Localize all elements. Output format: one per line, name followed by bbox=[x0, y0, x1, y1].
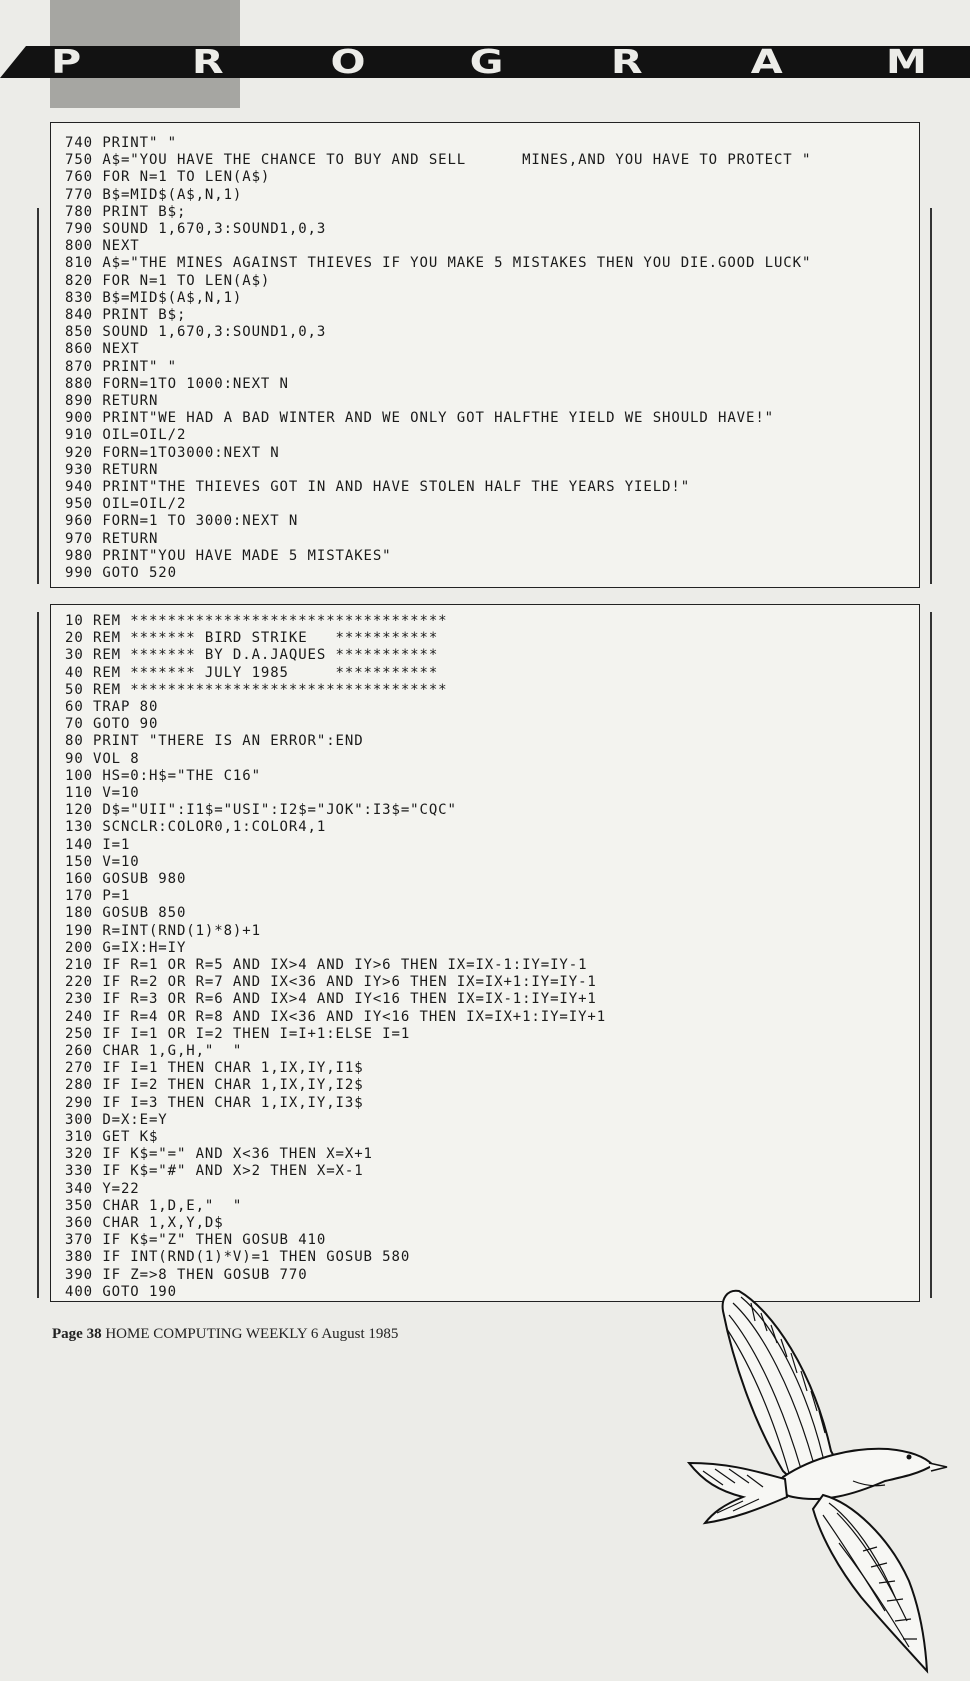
code-line: 320 IF K$="=" AND X<36 THEN X=X+1 bbox=[65, 1146, 373, 1163]
code-line: 250 IF I=1 OR I=2 THEN I=I+1:ELSE I=1 bbox=[65, 1025, 411, 1042]
code-line: 950 OIL=OIL/2 bbox=[65, 496, 187, 513]
code-line: 360 CHAR 1,X,Y,D$ bbox=[65, 1215, 224, 1231]
right-margin-rule bbox=[930, 208, 932, 584]
code-line: 300 D=X:E=Y bbox=[65, 1111, 168, 1128]
code-line: 390 IF Z=>8 THEN GOSUB 770 bbox=[65, 1266, 308, 1283]
code-line: 70 GOTO 90 bbox=[65, 716, 159, 733]
code-line: 370 IF K$="Z" THEN GOSUB 410 bbox=[65, 1232, 327, 1249]
code-line: 760 FOR N=1 TO LEN(A$) bbox=[65, 169, 271, 186]
code-line: 910 OIL=OIL/2 bbox=[65, 427, 187, 444]
code-line: 150 V=10 bbox=[65, 853, 140, 870]
seagull-illustration bbox=[663, 1251, 963, 1681]
code-line: 230 IF R=3 OR R=6 AND IX>4 AND IY<16 THEN IX=IX-1:IY=IY+1 bbox=[65, 991, 597, 1008]
code-line: 10 REM ********************************** bbox=[65, 613, 448, 629]
code-line: 170 P=1 bbox=[65, 888, 131, 905]
code-line: 350 CHAR 1,D,E," " bbox=[65, 1197, 243, 1214]
code-line: 740 PRINT" " bbox=[65, 135, 177, 151]
code-line: 280 IF I=2 THEN CHAR 1,IX,IY,I2$ bbox=[65, 1077, 364, 1094]
code-line: 400 GOTO 190 bbox=[65, 1283, 177, 1300]
code-line: 40 REM ******* JULY 1985 *********** bbox=[65, 664, 439, 681]
code-line: 380 IF INT(RND(1)*V)=1 THEN GOSUB 580 bbox=[65, 1249, 411, 1266]
code-line: 340 Y=22 bbox=[65, 1180, 140, 1197]
header-letter: R bbox=[191, 42, 224, 81]
code-line: 90 VOL 8 bbox=[65, 750, 140, 767]
code-line: 850 SOUND 1,670,3:SOUND1,0,3 bbox=[65, 324, 327, 341]
code-line: 270 IF I=1 THEN CHAR 1,IX,IY,I1$ bbox=[65, 1060, 364, 1077]
code-line: 820 FOR N=1 TO LEN(A$) bbox=[65, 272, 271, 289]
code-line: 100 HS=0:H$="THE C16" bbox=[65, 767, 261, 784]
left-margin-rule-lower bbox=[37, 612, 39, 1298]
code-line: 980 PRINT"YOU HAVE MADE 5 MISTAKES" bbox=[65, 547, 392, 564]
code-line: 240 IF R=4 OR R=8 AND IX<36 AND IY<16 THEN IX=IX+1:IY=IY+1 bbox=[65, 1008, 607, 1025]
code-line: 870 PRINT" " bbox=[65, 358, 177, 375]
code-line: 920 FORN=1TO3000:NEXT N bbox=[65, 444, 280, 461]
code-line: 750 A$="YOU HAVE THE CHANCE TO BUY AND SELL MINES,AND YOU HAVE TO PROTECT " bbox=[65, 152, 812, 169]
listing-box-mines bbox=[50, 122, 920, 588]
code-line: 840 PRINT B$; bbox=[65, 307, 187, 323]
code-line: 160 GOSUB 980 bbox=[65, 871, 187, 887]
code-line: 120 D$="UII":I1$="USI":I2$="JOK":I3$="CQC" bbox=[65, 802, 457, 819]
code-line: 930 RETURN bbox=[65, 461, 159, 478]
code-line: 190 R=INT(RND(1)*8)+1 bbox=[65, 922, 261, 939]
code-line: 20 REM ******* BIRD STRIKE *********** bbox=[65, 630, 439, 647]
code-line: 960 FORN=1 TO 3000:NEXT N bbox=[65, 513, 299, 530]
code-line: 900 PRINT"WE HAD A BAD WINTER AND WE ONLY GOT HALFTHE YIELD WE SHOULD HAVE!" bbox=[65, 410, 774, 427]
code-line: 200 G=IX:H=IY bbox=[65, 939, 187, 956]
code-line: 830 B$=MID$(A$,N,1) bbox=[65, 289, 243, 306]
code-line: 780 PRINT B$; bbox=[65, 203, 187, 220]
page-footer bbox=[52, 1326, 398, 1343]
left-margin-rule bbox=[37, 208, 39, 584]
code-line: 180 GOSUB 850 bbox=[65, 905, 187, 922]
code-line: 80 PRINT "THERE IS AN ERROR":END bbox=[65, 733, 364, 750]
code-line: 810 A$="THE MINES AGAINST THIEVES IF YOU MAKE 5 MISTAKES THEN YOU DIE.GOOD LUCK" bbox=[65, 255, 812, 272]
header-letter: R bbox=[610, 42, 643, 81]
code-line: 290 IF I=3 THEN CHAR 1,IX,IY,I3$ bbox=[65, 1094, 364, 1111]
code-line: 260 CHAR 1,G,H," " bbox=[65, 1043, 243, 1059]
code-line: 990 GOTO 520 bbox=[65, 565, 177, 581]
listing-box-bird-strike bbox=[50, 604, 920, 1302]
code-line: 880 FORN=1TO 1000:NEXT N bbox=[65, 375, 289, 392]
code-line: 140 I=1 bbox=[65, 836, 131, 853]
code-line: 800 NEXT bbox=[65, 238, 140, 255]
code-line: 770 B$=MID$(A$,N,1) bbox=[65, 186, 243, 203]
code-line: 310 GET K$ bbox=[65, 1129, 159, 1145]
code-line: 790 SOUND 1,670,3:SOUND1,0,3 bbox=[65, 221, 327, 237]
code-line: 940 PRINT"THE THIEVES GOT IN AND HAVE STOLEN HALF THE YEARS YIELD!" bbox=[65, 479, 691, 495]
code-line: 330 IF K$="#" AND X>2 THEN X=X-1 bbox=[65, 1163, 364, 1180]
header-letter: G bbox=[469, 42, 504, 81]
code-line: 210 IF R=1 OR R=5 AND IX>4 AND IY>6 THEN IX=IX-1:IY=IY-1 bbox=[65, 957, 588, 973]
code-line: 860 NEXT bbox=[65, 341, 140, 358]
header-letter: A bbox=[750, 42, 783, 81]
code-line: 970 RETURN bbox=[65, 530, 159, 547]
code-line: 60 TRAP 80 bbox=[65, 699, 159, 715]
header-letter: O bbox=[330, 42, 366, 81]
code-line: 220 IF R=2 OR R=7 AND IX<36 AND IY>6 THEN IX=IX+1:IY=IY-1 bbox=[65, 974, 597, 991]
code-line: 130 SCNCLR:COLOR0,1:COLOR4,1 bbox=[65, 819, 327, 836]
code-line: 110 V=10 bbox=[65, 785, 140, 801]
right-margin-rule-lower bbox=[930, 612, 932, 1298]
publication-name: HOME COMPUTING WEEKLY bbox=[105, 1326, 308, 1342]
header-letter: M bbox=[885, 42, 927, 81]
code-line: 30 REM ******* BY D.A.JAQUES *********** bbox=[65, 647, 439, 664]
code-line: 890 RETURN bbox=[65, 393, 159, 409]
issue-date: 6 August 1985 bbox=[310, 1326, 399, 1342]
header-letter: P bbox=[50, 42, 82, 81]
code-line: 50 REM ********************************** bbox=[65, 681, 448, 698]
page-number: Page 38 bbox=[52, 1326, 102, 1342]
